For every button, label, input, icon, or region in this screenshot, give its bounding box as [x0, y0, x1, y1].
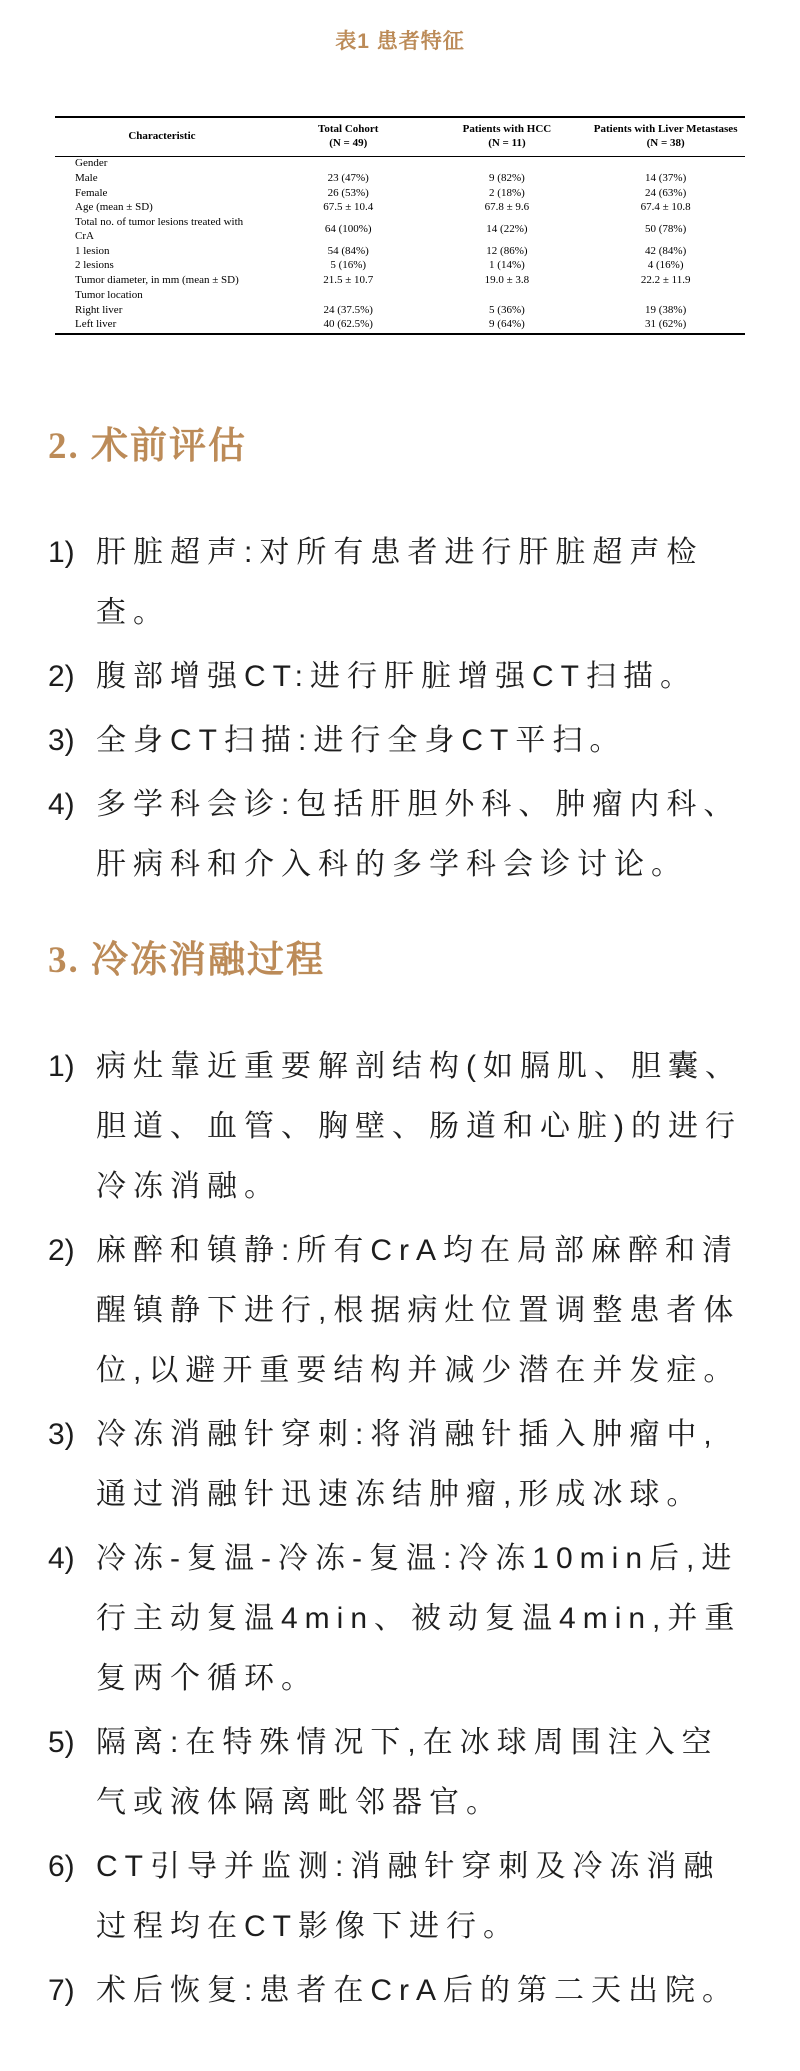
- list-item-number: 7): [48, 1973, 75, 2007]
- table-cell: 24 (37.5%): [323, 303, 373, 316]
- table-caption: 表1 患者特征: [335, 30, 465, 53]
- list-item: [48, 1529, 755, 1709]
- section-heading-cryoablation-process: 3. 冷冻消融过程: [48, 939, 325, 981]
- table-cell: [586, 288, 745, 303]
- table-row: [55, 303, 745, 318]
- table-cell: 1 lesion: [75, 244, 110, 257]
- list-item: [48, 1961, 755, 2021]
- list-item: [48, 1713, 755, 1833]
- table-cell: Age (mean ± SD): [75, 201, 153, 214]
- table-cell: 12 (86%): [486, 244, 528, 257]
- table-cell: 9 (64%): [489, 318, 525, 331]
- table-cell: 21.5 ± 10.7: [323, 274, 374, 286]
- table-cell: Gender: [75, 157, 108, 169]
- table-row: [55, 171, 745, 186]
- table-row: [55, 216, 745, 245]
- list-item-number: 2): [48, 1233, 75, 1267]
- table-cell: 19 (38%): [645, 303, 687, 316]
- table-cell: 14 (37%): [645, 171, 687, 184]
- table-cell: 1 (14%): [489, 259, 525, 272]
- table-cell: 40 (62.5%): [323, 318, 373, 331]
- list-item-number: 4): [48, 787, 75, 821]
- table-cell: [428, 288, 587, 303]
- list-item-text: 术后恢复:患者在CrA后的第二天出院。: [96, 1973, 739, 2007]
- table-row: [55, 156, 745, 171]
- table-cell: [269, 288, 428, 303]
- list-item-text: CT引导并监测:消融针穿刺及冷冻消融过程均在CT影像下进行。: [96, 1849, 721, 1943]
- table-cell: 64 (100%): [324, 222, 372, 235]
- table-cell: 67.5 ± 10.4: [323, 201, 374, 214]
- table-header-row: [55, 117, 745, 156]
- list-item: [48, 711, 755, 771]
- table-cell: 14 (22%): [486, 222, 528, 235]
- table-cell: [269, 156, 428, 171]
- table-cell: Female: [75, 186, 108, 199]
- patient-characteristics-table: [55, 116, 745, 335]
- table-cell: Tumor location: [75, 288, 143, 301]
- table-cell: 24 (63%): [645, 186, 687, 199]
- table-cell: 67.8 ± 9.6: [484, 201, 530, 214]
- column-header-liver-metastases: Patients with Liver Metastases (N = 38): [593, 123, 738, 149]
- list-item-number: 1): [48, 535, 75, 569]
- list-item-number: 4): [48, 1541, 75, 1575]
- table-cell: 23 (47%): [327, 171, 369, 184]
- table-row: [55, 274, 745, 289]
- table-cell: 19.0 ± 3.8: [484, 274, 530, 286]
- list-item: [48, 1405, 755, 1525]
- list-item: [48, 523, 755, 643]
- table-row: [55, 318, 745, 334]
- table-cell: 2 (18%): [489, 186, 525, 199]
- column-header-hcc: Patients with HCC (N = 11): [462, 123, 552, 149]
- list-item-text: 隔离:在特殊情况下,在冰球周围注入空气或液体隔离毗邻器官。: [96, 1725, 719, 1819]
- list-item: [48, 1221, 755, 1401]
- table-cell: 2 lesions: [75, 259, 114, 272]
- column-header-characteristic: Characteristic: [128, 129, 196, 142]
- table-cell: 67.4 ± 10.8: [640, 201, 691, 214]
- table-cell: [586, 156, 745, 171]
- table-cell: 5 (16%): [330, 259, 367, 272]
- table-row: [55, 201, 745, 216]
- table-cell: 31 (62%): [645, 318, 687, 331]
- table-cell: 50 (78%): [645, 222, 687, 235]
- list-item-text: 病灶靠近重要解剖结构(如膈肌、胆囊、胆道、血管、胸壁、肠道和心脏)的进行冷冻消融。: [96, 1049, 742, 1203]
- table-cell: Total no. of tumor lesions treated with CrA: [75, 216, 244, 242]
- list-item-number: 1): [48, 1049, 75, 1083]
- list-item-number: 3): [48, 723, 75, 757]
- list-item: [48, 1837, 755, 1957]
- list-item-text: 肝脏超声:对所有患者进行肝脏超声检查。: [96, 535, 704, 629]
- table-cell: Tumor diameter, in mm (mean ± SD): [75, 274, 239, 286]
- section-heading-preoperative-assessment: 2. 术前评估: [48, 425, 247, 467]
- table-row: [55, 288, 745, 303]
- list-item-number: 3): [48, 1417, 75, 1451]
- list-item-number: 2): [48, 659, 75, 693]
- list-item: [48, 775, 755, 895]
- table-cell: Male: [75, 171, 98, 184]
- table-cell: 22.2 ± 11.9: [640, 274, 691, 286]
- list-item: [48, 647, 755, 707]
- table-cell: Right liver: [75, 303, 123, 316]
- table-row: [55, 244, 745, 259]
- list-item-number: 5): [48, 1725, 75, 1759]
- table-cell: 5 (36%): [489, 303, 525, 316]
- table-cell: 26 (53%): [327, 186, 369, 199]
- cryoablation-process-list: [48, 1037, 755, 2021]
- table-row: [55, 186, 745, 201]
- list-item-text: 麻醉和镇静:所有CrA均在局部麻醉和清醒镇静下进行,根据病灶位置调整患者体位,以避开重要结构并减少潜在并发症。: [96, 1233, 741, 1387]
- table-cell: Left liver: [75, 318, 117, 331]
- list-item-text: 全身CT扫描:进行全身CT平扫。: [96, 723, 627, 757]
- list-item-text: 多学科会诊:包括肝胆外科、肿瘤内科、肝病科和介入科的多学科会诊讨论。: [96, 787, 741, 881]
- table-row: [55, 259, 745, 274]
- list-item-number: 6): [48, 1849, 75, 1883]
- column-header-total-cohort: Total Cohort (N = 49): [318, 123, 379, 149]
- table-cell: 9 (82%): [489, 171, 525, 184]
- list-item-text: 腹部增强CT:进行肝脏增强CT扫描。: [96, 659, 697, 693]
- patient-characteristics-table-wrap: [55, 116, 745, 335]
- table-cell: 42 (84%): [645, 244, 687, 257]
- table-cell: 54 (84%): [327, 244, 369, 257]
- list-item: [48, 1037, 755, 1217]
- preoperative-assessment-list: [48, 523, 755, 895]
- list-item-text: 冷冻消融针穿刺:将消融针插入肿瘤中,通过消融针迅速冻结肿瘤,形成冰球。: [96, 1417, 719, 1511]
- table-cell: [428, 156, 587, 171]
- list-item-text: 冷冻-复温-冷冻-复温:冷冻10min后,进行主动复温4min、被动复温4min,并重复两个循环。: [96, 1541, 742, 1695]
- table-cell: 4 (16%): [647, 259, 684, 272]
